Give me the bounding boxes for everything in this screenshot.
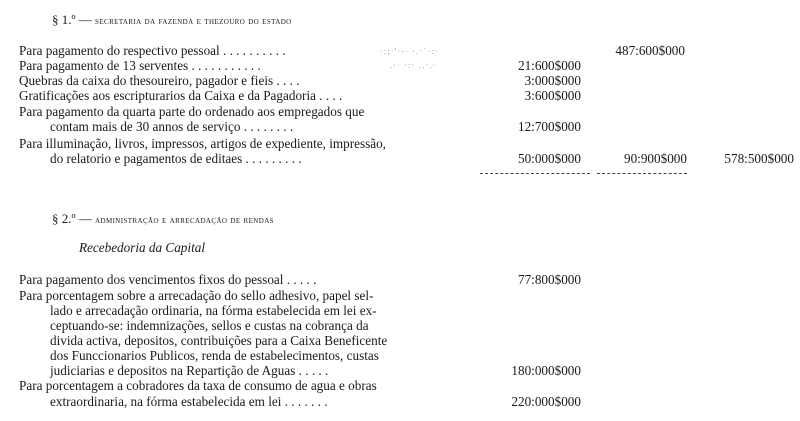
sum-rule xyxy=(480,173,590,174)
s1-line-7: Para illuminação, livros, impressos, artigos de expediente, impressão, xyxy=(19,136,386,151)
s2-value-fixed-salaries: 77:800$000 xyxy=(517,272,581,287)
s1-line-4: Gratificações aos escripturarios da Caixa e da Pagadoria . . . . xyxy=(19,88,343,103)
s1-line-5: Para pagamento da quarta parte do ordenado aos empregados que xyxy=(19,104,365,119)
section-1-title: secretaria da fazenda e thezouro do estado xyxy=(95,16,292,27)
s1-line-6: contam mais de 30 annos de serviço . . . . . . . . xyxy=(50,119,294,134)
s1-value-lighting-books: 50:000$000 xyxy=(517,151,581,166)
s2-line-3: lado e arrecadação ordinaria, na fórma estabelecida em lei ex- xyxy=(50,303,377,318)
s1-line-1: Para pagamento do respectivo pessoal . . . . . . . . . . xyxy=(19,43,286,58)
section-2-number: § 2.º — xyxy=(52,211,92,226)
s2-line-1: Para pagamento dos vencimentos fixos do pessoal . . . . . xyxy=(19,272,317,287)
s1-value-personnel: 487:600$000 xyxy=(615,43,685,58)
s1-value-gratifications: 3:600$000 xyxy=(524,88,581,103)
section-2-title: administração e arrecadação de rendas xyxy=(95,215,274,226)
section-2-heading xyxy=(52,211,274,228)
s1-line-3: Quebras da caixa do thesoureiro, pagador e fieis . . . . xyxy=(19,73,300,88)
s1-line-8: do relatorio e pagamentos de editaes . . . . . . . . . xyxy=(50,151,302,166)
s2-line-6: dos Funccionarios Publicos, renda de estabelecimentos, custas xyxy=(50,348,379,363)
s2-line-5: divida activa, depositos, contribuições para a Caixa Beneficente xyxy=(50,333,388,348)
section-1-number: § 1.º — xyxy=(52,12,92,27)
s1-total: 578:500$000 xyxy=(724,151,794,166)
s2-line-7: judiciarias e depositos na Repartição de Aguas . . . . . xyxy=(50,363,329,378)
section-2-subheading: Recebedoria da Capital xyxy=(79,240,205,255)
s2-value-water-collectors: 220:000$000 xyxy=(511,394,581,409)
bleed-through-mark: .·· ·:· ..·.· xyxy=(390,61,437,70)
bleed-through-mark: ·:;·'·-· ·.·`·:· xyxy=(380,47,439,56)
s1-value-quarter-salary: 12:700$000 xyxy=(517,119,581,134)
sum-rule xyxy=(597,173,687,174)
section-1-heading xyxy=(52,12,292,29)
s1-value-servants: 21:600$000 xyxy=(517,58,581,73)
s1-subtotal: 90:900$000 xyxy=(623,151,687,166)
s2-line-2: Para porcentagem sobre a arrecadação do sello adhesivo, papel sel- xyxy=(19,288,374,303)
s1-line-2: Para pagamento de 13 serventes . . . . . . . . . . . xyxy=(19,58,261,73)
s2-value-stamp-percentage: 180:000$000 xyxy=(511,363,581,378)
s2-line-4: ceptuando-se: indemnizações, sellos e custas na cobrança da xyxy=(50,318,369,333)
s1-value-cash-losses: 3:000$000 xyxy=(524,73,581,88)
s2-line-8: Para porcentagem a cobradores da taxa de consumo de agua e obras xyxy=(19,378,377,393)
s2-line-9: extraordinaria, na fórma estabelecida em lei . . . . . . . xyxy=(50,394,328,409)
